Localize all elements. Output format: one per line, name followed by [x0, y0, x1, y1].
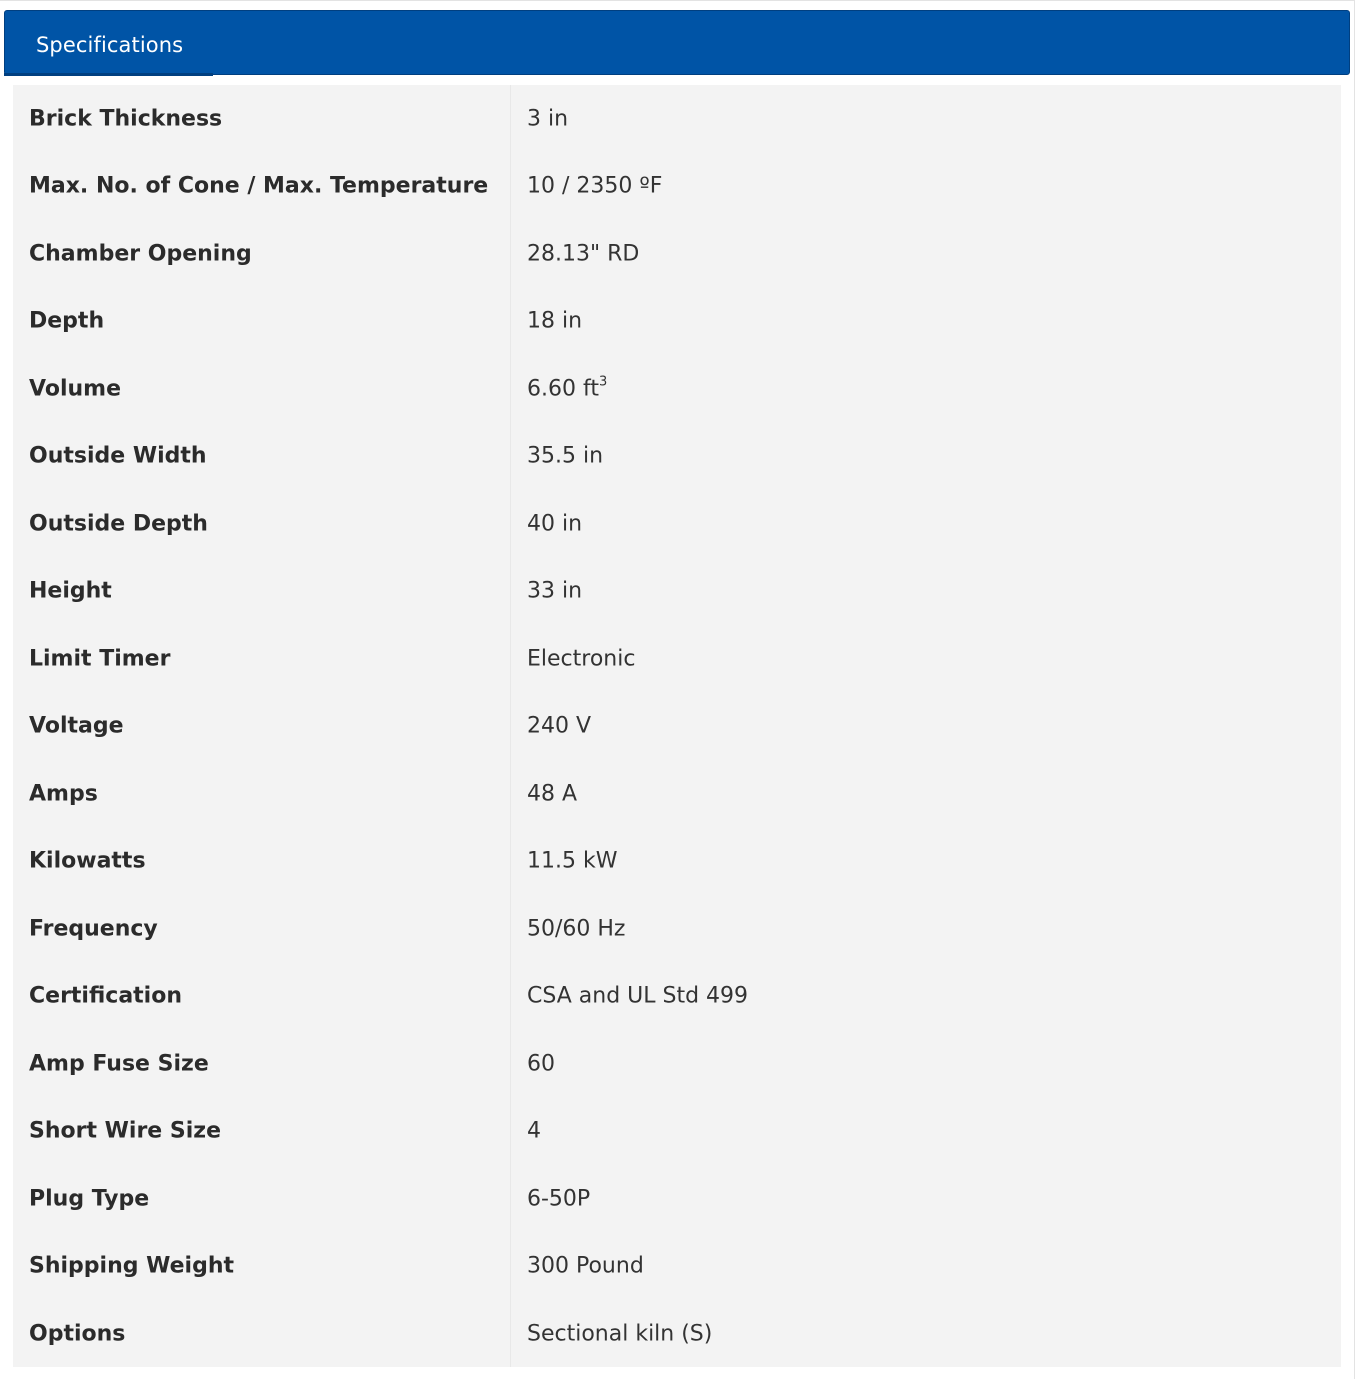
spec-label: Certification: [29, 983, 183, 1009]
spec-value-text: Sectional kiln (S): [527, 1321, 713, 1347]
spec-label: Short Wire Size: [29, 1118, 221, 1144]
spec-value: [527, 444, 603, 469]
spec-value: [527, 1051, 555, 1076]
spec-label: Max. No. of Cone / Max. Temperature: [29, 173, 489, 199]
spec-row: [13, 288, 1341, 356]
spec-row: [13, 760, 1341, 828]
spec-value: [527, 1119, 541, 1144]
spec-label: Amps: [29, 781, 98, 807]
spec-value-text: 33 in: [527, 578, 583, 604]
spec-value-text: 6-50P: [527, 1186, 591, 1212]
specifications-title[interactable]: Specifications: [36, 33, 184, 57]
spec-value: [527, 511, 582, 536]
spec-value-text: Electronic: [527, 646, 636, 672]
spec-value: [527, 579, 582, 604]
spec-label: Depth: [29, 308, 105, 334]
spec-value: [527, 1321, 712, 1346]
spec-label: Height: [29, 578, 112, 604]
spec-label: Voltage: [29, 713, 124, 739]
spec-value-text: 48 A: [527, 781, 578, 807]
spec-row: [13, 1165, 1341, 1233]
spec-value: [527, 1186, 590, 1211]
spec-label: Plug Type: [29, 1186, 150, 1212]
spec-value-text: 6.60 ft: [527, 376, 599, 402]
spec-value: [527, 106, 568, 131]
spec-row: [13, 895, 1341, 963]
specifications-tab-header[interactable]: [4, 10, 1350, 75]
spec-label: Kilowatts: [29, 848, 146, 874]
spec-row: [13, 1098, 1341, 1166]
spec-label: Chamber Opening: [29, 241, 252, 267]
spec-row: [13, 490, 1341, 558]
spec-row: [13, 558, 1341, 626]
spec-label: Limit Timer: [29, 646, 171, 672]
spec-label: Options: [29, 1321, 126, 1347]
spec-row: [13, 153, 1341, 221]
spec-label: Outside Depth: [29, 511, 208, 537]
spec-value-text: 60: [527, 1051, 555, 1077]
spec-row: [13, 693, 1341, 761]
spec-row: [13, 423, 1341, 491]
spec-value-text: 300 Pound: [527, 1253, 644, 1279]
spec-label: Outside Width: [29, 443, 207, 469]
spec-value: [527, 1254, 644, 1279]
spec-value: [527, 781, 577, 806]
spec-value-text: 28.13" RD: [527, 241, 640, 267]
active-tab-indicator: [4, 73, 213, 76]
spec-row: [13, 220, 1341, 288]
spec-label: Brick Thickness: [29, 106, 223, 132]
spec-value: [527, 714, 591, 739]
spec-value: [527, 241, 639, 266]
spec-value-text: 4: [527, 1118, 541, 1144]
spec-label: Volume: [29, 376, 121, 402]
spec-row: [13, 625, 1341, 693]
spec-value-text: 11.5 kW: [527, 848, 618, 874]
spec-value: [527, 309, 582, 334]
spec-row: [13, 1300, 1341, 1368]
spec-value-superscript: 3: [598, 374, 608, 390]
spec-label: Amp Fuse Size: [29, 1051, 209, 1077]
spec-label: Shipping Weight: [29, 1253, 235, 1279]
spec-value-text: 18 in: [527, 308, 583, 334]
spec-value: [527, 849, 617, 874]
spec-value-text: 240 V: [527, 713, 592, 739]
spec-row: [13, 1030, 1341, 1098]
spec-row: [13, 963, 1341, 1031]
spec-value-text: 40 in: [527, 511, 583, 537]
specifications-table: [13, 85, 1341, 1367]
spec-value: [527, 174, 662, 199]
spec-value-text: 3 in: [527, 106, 569, 132]
spec-value: [527, 916, 625, 941]
spec-value: [527, 376, 607, 401]
spec-value-text: CSA and UL Std 499: [527, 983, 749, 1009]
spec-row: [13, 828, 1341, 896]
spec-value-text: 10 / 2350 ºF: [527, 173, 663, 199]
spec-label: Frequency: [29, 916, 158, 942]
spec-value-text: 50/60 Hz: [527, 916, 626, 942]
spec-value: [527, 646, 635, 671]
spec-value-text: 35.5 in: [527, 443, 604, 469]
spec-row: [13, 1233, 1341, 1301]
spec-value: [527, 984, 748, 1009]
spec-row: [13, 355, 1341, 423]
spec-row: [13, 85, 1341, 153]
